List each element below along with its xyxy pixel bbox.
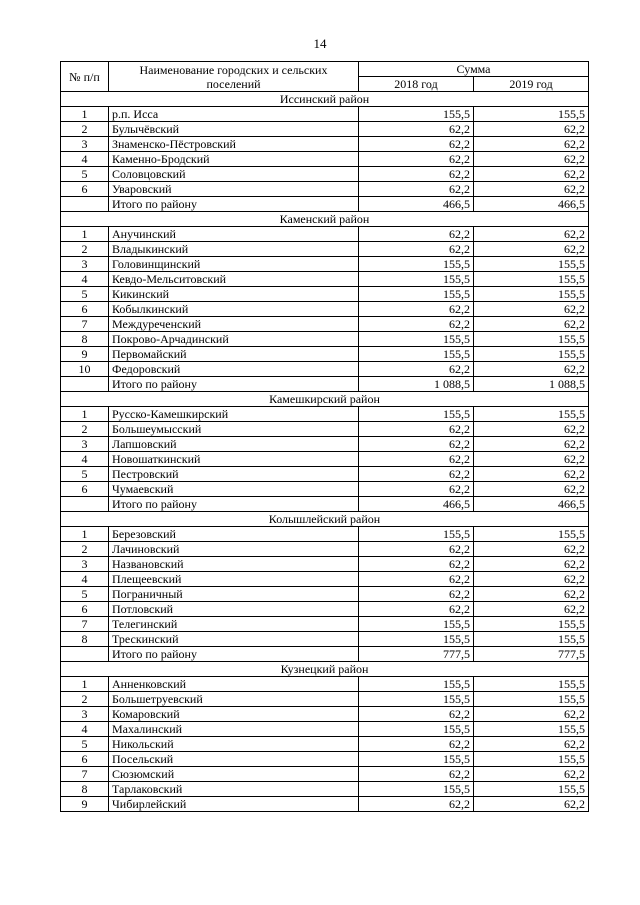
sum-2019: 62,2 — [474, 737, 589, 752]
sum-2019: 62,2 — [474, 437, 589, 452]
settlement-name: Пестровский — [109, 467, 359, 482]
row-number: 8 — [61, 332, 109, 347]
table-row — [61, 542, 589, 557]
row-number: 4 — [61, 272, 109, 287]
table-row — [61, 122, 589, 137]
sum-2019: 62,2 — [474, 557, 589, 572]
row-number: 2 — [61, 242, 109, 257]
row-number: 6 — [61, 302, 109, 317]
settlement-name: Большетруевский — [109, 692, 359, 707]
total-label: Итого по району — [109, 197, 359, 212]
sum-2018: 62,2 — [359, 122, 474, 137]
table-row — [61, 677, 589, 692]
sum-2019: 155,5 — [474, 692, 589, 707]
sum-2019: 62,2 — [474, 542, 589, 557]
settlement-name: Никольский — [109, 737, 359, 752]
sum-2019: 62,2 — [474, 797, 589, 812]
sum-2019: 62,2 — [474, 422, 589, 437]
sum-2018: 155,5 — [359, 677, 474, 692]
table-row — [61, 482, 589, 497]
sum-2018: 62,2 — [359, 227, 474, 242]
sum-2018: 62,2 — [359, 437, 474, 452]
table-row — [61, 752, 589, 767]
sum-2019: 155,5 — [474, 332, 589, 347]
row-number: 1 — [61, 227, 109, 242]
settlement-name: Первомайский — [109, 347, 359, 362]
table-row — [61, 272, 589, 287]
settlement-name: Соловцовский — [109, 167, 359, 182]
sum-2018: 62,2 — [359, 242, 474, 257]
settlement-name: Лапшовский — [109, 437, 359, 452]
settlement-name: Пограничный — [109, 587, 359, 602]
settlement-name: Федоровский — [109, 362, 359, 377]
total-row — [61, 497, 589, 512]
settlement-name: Названовский — [109, 557, 359, 572]
row-number: 4 — [61, 452, 109, 467]
settlement-name: Сюзюмский — [109, 767, 359, 782]
sum-2018: 155,5 — [359, 752, 474, 767]
sum-2018: 155,5 — [359, 347, 474, 362]
row-number: 1 — [61, 107, 109, 122]
sum-2018: 62,2 — [359, 302, 474, 317]
table-row — [61, 317, 589, 332]
sum-2019: 62,2 — [474, 467, 589, 482]
row-number: 6 — [61, 752, 109, 767]
sum-2018: 62,2 — [359, 362, 474, 377]
row-number: 10 — [61, 362, 109, 377]
sum-2018: 62,2 — [359, 467, 474, 482]
total-label: Итого по району — [109, 497, 359, 512]
sum-2019: 62,2 — [474, 767, 589, 782]
sum-2018: 155,5 — [359, 287, 474, 302]
settlement-name: Комаровский — [109, 707, 359, 722]
table-row — [61, 242, 589, 257]
sum-2018: 62,2 — [359, 182, 474, 197]
settlement-name: Трескинский — [109, 632, 359, 647]
total-2018: 466,5 — [359, 497, 474, 512]
region-row — [61, 662, 589, 677]
settlement-name: Покрово-Арчадинский — [109, 332, 359, 347]
table-row — [61, 437, 589, 452]
sum-2018: 62,2 — [359, 317, 474, 332]
row-number: 3 — [61, 437, 109, 452]
row-number: 6 — [61, 602, 109, 617]
total-blank-cell — [61, 497, 109, 512]
row-number: 3 — [61, 137, 109, 152]
sum-2019: 62,2 — [474, 362, 589, 377]
row-number: 8 — [61, 782, 109, 797]
settlement-name: Телегинский — [109, 617, 359, 632]
row-number: 2 — [61, 122, 109, 137]
table-row — [61, 452, 589, 467]
sum-2019: 62,2 — [474, 317, 589, 332]
sum-2019: 62,2 — [474, 302, 589, 317]
sum-2019: 155,5 — [474, 632, 589, 647]
sum-2019: 155,5 — [474, 347, 589, 362]
row-number: 5 — [61, 467, 109, 482]
sum-2019: 155,5 — [474, 677, 589, 692]
table-row — [61, 737, 589, 752]
sum-2018: 155,5 — [359, 782, 474, 797]
settlement-name: Русско-Камешкирский — [109, 407, 359, 422]
settlement-name: Лачиновский — [109, 542, 359, 557]
sum-2018: 155,5 — [359, 722, 474, 737]
table-header — [61, 62, 589, 92]
sum-2019: 62,2 — [474, 572, 589, 587]
table-row — [61, 227, 589, 242]
row-number: 6 — [61, 482, 109, 497]
table-row — [61, 182, 589, 197]
header-year-2019: 2019 год — [474, 77, 589, 92]
table-body — [61, 92, 589, 812]
sum-2018: 155,5 — [359, 332, 474, 347]
sum-2019: 155,5 — [474, 782, 589, 797]
row-number: 5 — [61, 167, 109, 182]
settlement-name: Булычёвский — [109, 122, 359, 137]
table-row — [61, 587, 589, 602]
header-sum: Сумма — [359, 62, 589, 77]
region-title: Кузнецкий район — [61, 662, 589, 677]
table-row — [61, 572, 589, 587]
settlement-name: Знаменско-Пёстровский — [109, 137, 359, 152]
table-row — [61, 797, 589, 812]
table-row — [61, 602, 589, 617]
row-number: 1 — [61, 677, 109, 692]
sum-2018: 62,2 — [359, 482, 474, 497]
sum-2019: 62,2 — [474, 242, 589, 257]
table-row — [61, 527, 589, 542]
sum-2018: 155,5 — [359, 692, 474, 707]
row-number: 7 — [61, 767, 109, 782]
sum-2019: 62,2 — [474, 182, 589, 197]
allocation-table — [60, 61, 589, 812]
total-row — [61, 377, 589, 392]
sum-2019: 62,2 — [474, 482, 589, 497]
row-number: 2 — [61, 542, 109, 557]
sum-2019: 62,2 — [474, 152, 589, 167]
table-row — [61, 692, 589, 707]
header-year-2018: 2018 год — [359, 77, 474, 92]
table-row — [61, 467, 589, 482]
settlement-name: Махалинский — [109, 722, 359, 737]
table-row — [61, 767, 589, 782]
row-number: 2 — [61, 422, 109, 437]
total-2018: 1 088,5 — [359, 377, 474, 392]
total-2019: 1 088,5 — [474, 377, 589, 392]
row-number: 7 — [61, 617, 109, 632]
sum-2019: 155,5 — [474, 752, 589, 767]
row-number: 3 — [61, 257, 109, 272]
settlement-name: Каменно-Бродский — [109, 152, 359, 167]
sum-2019: 155,5 — [474, 407, 589, 422]
settlement-name: Посельский — [109, 752, 359, 767]
table-row — [61, 137, 589, 152]
table-row — [61, 302, 589, 317]
region-title: Иссинский район — [61, 92, 589, 107]
sum-2018: 62,2 — [359, 707, 474, 722]
row-number: 7 — [61, 317, 109, 332]
settlement-name: Чибирлейский — [109, 797, 359, 812]
sum-2018: 62,2 — [359, 422, 474, 437]
sum-2019: 155,5 — [474, 287, 589, 302]
sum-2018: 62,2 — [359, 737, 474, 752]
table-row — [61, 107, 589, 122]
table-row — [61, 257, 589, 272]
row-number: 5 — [61, 737, 109, 752]
total-row — [61, 197, 589, 212]
total-row — [61, 647, 589, 662]
total-blank-cell — [61, 377, 109, 392]
sum-2018: 62,2 — [359, 572, 474, 587]
sum-2019: 62,2 — [474, 587, 589, 602]
sum-2018: 155,5 — [359, 407, 474, 422]
total-2019: 777,5 — [474, 647, 589, 662]
total-2019: 466,5 — [474, 197, 589, 212]
settlement-name: Кобылкинский — [109, 302, 359, 317]
table-row — [61, 362, 589, 377]
sum-2019: 155,5 — [474, 257, 589, 272]
sum-2018: 155,5 — [359, 257, 474, 272]
row-number: 2 — [61, 692, 109, 707]
settlement-name: Уваровский — [109, 182, 359, 197]
total-label: Итого по району — [109, 377, 359, 392]
sum-2018: 62,2 — [359, 137, 474, 152]
total-2018: 466,5 — [359, 197, 474, 212]
sum-2019: 62,2 — [474, 707, 589, 722]
total-2019: 466,5 — [474, 497, 589, 512]
sum-2019: 155,5 — [474, 527, 589, 542]
settlement-name: Кевдо-Мельситовский — [109, 272, 359, 287]
region-row — [61, 92, 589, 107]
sum-2018: 62,2 — [359, 152, 474, 167]
row-number: 9 — [61, 347, 109, 362]
sum-2018: 62,2 — [359, 767, 474, 782]
row-number: 1 — [61, 407, 109, 422]
settlement-name: Березовский — [109, 527, 359, 542]
row-number: 4 — [61, 152, 109, 167]
row-number: 5 — [61, 587, 109, 602]
region-row — [61, 212, 589, 227]
row-number: 4 — [61, 722, 109, 737]
table-row — [61, 287, 589, 302]
settlement-name: Чумаевский — [109, 482, 359, 497]
row-number: 6 — [61, 182, 109, 197]
table-row — [61, 152, 589, 167]
sum-2019: 62,2 — [474, 227, 589, 242]
settlement-name: Плещеевский — [109, 572, 359, 587]
header-number: № п/п — [61, 62, 109, 92]
settlement-name: Анучинский — [109, 227, 359, 242]
sum-2018: 62,2 — [359, 452, 474, 467]
region-title: Каменский район — [61, 212, 589, 227]
settlement-name: Тарлаковский — [109, 782, 359, 797]
table-row — [61, 617, 589, 632]
total-label: Итого по району — [109, 647, 359, 662]
region-title: Колышлейский район — [61, 512, 589, 527]
page-number: 14 — [313, 36, 327, 51]
settlement-name: Анненковский — [109, 677, 359, 692]
row-number: 8 — [61, 632, 109, 647]
row-number: 4 — [61, 572, 109, 587]
sum-2019: 155,5 — [474, 722, 589, 737]
sum-2018: 155,5 — [359, 107, 474, 122]
settlement-name: Владыкинский — [109, 242, 359, 257]
sum-2018: 155,5 — [359, 272, 474, 287]
settlement-name: Головинщинский — [109, 257, 359, 272]
table-row — [61, 407, 589, 422]
sum-2018: 155,5 — [359, 632, 474, 647]
row-number: 9 — [61, 797, 109, 812]
sum-2018: 62,2 — [359, 557, 474, 572]
sum-2018: 155,5 — [359, 527, 474, 542]
row-number: 5 — [61, 287, 109, 302]
sum-2019: 62,2 — [474, 602, 589, 617]
sum-2018: 62,2 — [359, 167, 474, 182]
sum-2018: 62,2 — [359, 797, 474, 812]
sum-2019: 155,5 — [474, 272, 589, 287]
row-number: 3 — [61, 707, 109, 722]
table-row — [61, 347, 589, 362]
region-row — [61, 512, 589, 527]
table-row — [61, 707, 589, 722]
region-title: Камешкирский район — [61, 392, 589, 407]
table-row — [61, 332, 589, 347]
settlement-name: Большеумысский — [109, 422, 359, 437]
row-number: 3 — [61, 557, 109, 572]
total-blank-cell — [61, 197, 109, 212]
sum-2019: 62,2 — [474, 167, 589, 182]
settlement-name: Новошаткинский — [109, 452, 359, 467]
table-row — [61, 632, 589, 647]
sum-2019: 155,5 — [474, 617, 589, 632]
sum-2019: 62,2 — [474, 452, 589, 467]
settlement-name: р.п. Исса — [109, 107, 359, 122]
settlement-name: Кикинский — [109, 287, 359, 302]
row-number: 1 — [61, 527, 109, 542]
total-2018: 777,5 — [359, 647, 474, 662]
sum-2019: 62,2 — [474, 137, 589, 152]
sum-2018: 155,5 — [359, 617, 474, 632]
table-row — [61, 422, 589, 437]
region-row — [61, 392, 589, 407]
table-row — [61, 782, 589, 797]
settlement-name: Потловский — [109, 602, 359, 617]
total-blank-cell — [61, 647, 109, 662]
sum-2019: 62,2 — [474, 122, 589, 137]
table-row — [61, 722, 589, 737]
table-row — [61, 557, 589, 572]
sum-2018: 62,2 — [359, 602, 474, 617]
sum-2018: 62,2 — [359, 587, 474, 602]
settlement-name: Междуреченский — [109, 317, 359, 332]
header-settlement-name: Наименование городских и сельских поселений — [109, 62, 359, 92]
table-row — [61, 167, 589, 182]
sum-2019: 155,5 — [474, 107, 589, 122]
sum-2018: 62,2 — [359, 542, 474, 557]
